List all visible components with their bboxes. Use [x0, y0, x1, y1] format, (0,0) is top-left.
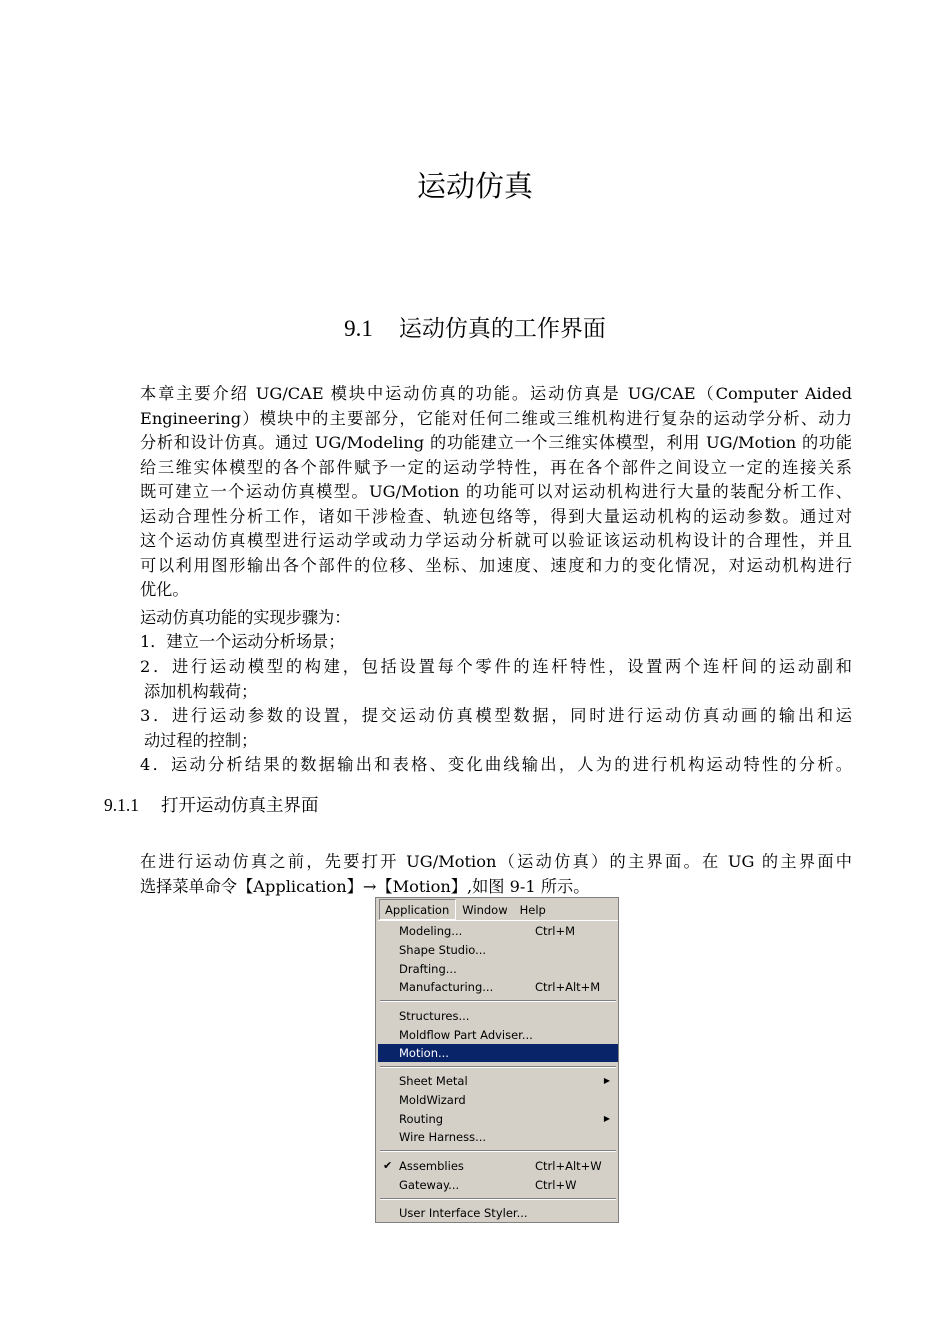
subsection-title [104, 792, 319, 819]
text-line: 2．进行运动模型的构建，包括设置每个零件的连杆特性，设置两个连杆间的运动副和 [140, 657, 852, 676]
steps-intro: 运动仿真功能的实现步骤为： [140, 608, 351, 627]
text-line: 既可建立一个运动仿真模型。UG/Motion 的功能可以对运动机构进行大量的装配分析工作、 [140, 482, 852, 501]
intro-paragraph [104, 382, 852, 603]
section-title-text: 运动仿真的工作界面 [398, 316, 606, 342]
menu-item-wire-harness[interactable] [378, 1128, 618, 1146]
menu-item-user-interface-styler[interactable] [378, 1204, 618, 1222]
text-line: 本章主要介绍 UG/CAE 模块中运动仿真的功能。运动仿真是 UG/CAE（Computer Aided [140, 384, 852, 403]
menu-item-moldflow-part-adviser[interactable] [378, 1026, 618, 1044]
step-item [140, 630, 852, 655]
menu-item-label: Structures... [399, 1009, 470, 1023]
menu-item-structures[interactable] [378, 1007, 618, 1025]
menu-item-label: Drafting... [399, 962, 457, 976]
menu-item-manufacturing[interactable] [378, 978, 618, 996]
menu-item-drafting[interactable] [378, 960, 618, 978]
menu-window[interactable]: Window [462, 902, 508, 917]
menu-separator [380, 1000, 616, 1002]
text-line: 分析和设计仿真。通过 UG/Modeling 的功能建立一个三维实体模型，利用 UG/Motion 的功能 [140, 433, 852, 452]
section-title [0, 314, 950, 344]
menu-item-sheet-metal[interactable] [378, 1072, 618, 1090]
menu-item-label: Modeling... [399, 924, 463, 938]
menu-item-label: Shape Studio... [399, 943, 487, 957]
menu-item-label: MoldWizard [399, 1093, 466, 1107]
text-line: Engineering）模块中的主要部分，它能对任何二维或三维机构进行复杂的运动学分析、动力 [140, 408, 852, 428]
application-menu-figure [375, 897, 619, 1223]
submenu-arrow-icon: ▶ [603, 1114, 610, 1123]
chapter-title: 运动仿真 [416, 169, 533, 203]
menu-item-label: Routing [399, 1112, 444, 1126]
text-line: 动过程的控制； [144, 730, 258, 750]
menu-item-label: Gateway... [399, 1178, 460, 1192]
menu-bar [376, 898, 618, 920]
menu-item-shortcut: Ctrl+W [535, 1178, 577, 1192]
step-item [140, 704, 852, 753]
menu-item-routing[interactable] [378, 1110, 618, 1128]
menu-item-shape-studio[interactable] [378, 941, 618, 959]
menu-help[interactable]: Help [519, 902, 546, 917]
menu-separator [380, 1066, 616, 1068]
subsection-title-text: 打开运动仿真主界面 [161, 796, 319, 816]
menu-item-shortcut: Ctrl+Alt+W [535, 1159, 602, 1173]
checkmark-icon: ✔ [383, 1159, 393, 1172]
text-line: 3．进行运动参数的设置，提交运动仿真模型数据，同时进行运动仿真动画的输出和运 [140, 706, 852, 725]
menu-item-label: Assemblies [399, 1159, 464, 1173]
menu-item-label: Manufacturing... [399, 980, 494, 994]
menu-item-shortcut: Ctrl+M [535, 924, 576, 938]
menu-item-label: Motion... [399, 1046, 449, 1060]
submenu-arrow-icon: ▶ [603, 1076, 610, 1085]
menu-item-modeling[interactable] [378, 922, 618, 940]
text-line: 在进行运动仿真之前，先要打开 UG/Motion（运动仿真）的主界面。在 UG 的主界面中 [140, 852, 852, 871]
step-item [140, 655, 852, 704]
text-line: 添加机构载荷； [144, 681, 258, 701]
subsection-number: 9.1.1 [104, 795, 139, 815]
menu-item-label: Sheet Metal [399, 1074, 468, 1088]
text-line: 优化。 [140, 580, 189, 599]
menu-item-moldwizard[interactable] [378, 1091, 618, 1109]
text-line: 这个运动仿真模型进行运动学或动力学运动分析就可以验证该运动机构设计的合理性，并且 [140, 531, 852, 550]
text-line: 可以利用图形输出各个部件的位移、坐标、加速度、速度和力的变化情况，对运动机构进行 [140, 555, 852, 575]
text-line: 4．运动分析结果的数据输出和表格、变化曲线输出，人为的进行机构运动特性的分析。 [140, 755, 852, 774]
application-dropdown [378, 920, 618, 1223]
menu-separator [380, 1198, 616, 1200]
menu-item-shortcut: Ctrl+Alt+M [535, 980, 601, 994]
text-line: 1．建立一个运动分析场景； [140, 632, 345, 651]
menu-item-label: Moldflow Part Adviser... [399, 1028, 533, 1042]
text-line: 运动合理性分析工作，诸如干涉检查、轨迹包络等，得到大量运动机构的运动参数。通过对 [140, 506, 852, 526]
open-paragraph [104, 850, 852, 899]
text-line: 给三维实体模型的各个部件赋予一定的运动学特性，再在各个部件之间设立一定的连接关系 [140, 457, 852, 477]
menu-item-motion[interactable] [378, 1044, 618, 1062]
menu-application[interactable]: Application [379, 899, 456, 920]
menu-item-gateway[interactable] [378, 1176, 618, 1194]
menu-item-label: User Interface Styler... [399, 1206, 528, 1220]
menu-item-label: Wire Harness... [399, 1130, 487, 1144]
text-line: 选择菜单命令【Application】→【Motion】,如图 9-1 所示。 [140, 876, 590, 896]
menu-item-assemblies[interactable] [378, 1157, 618, 1175]
step-item [140, 753, 852, 778]
menu-separator [380, 1150, 616, 1152]
section-number: 9.1 [344, 316, 373, 341]
